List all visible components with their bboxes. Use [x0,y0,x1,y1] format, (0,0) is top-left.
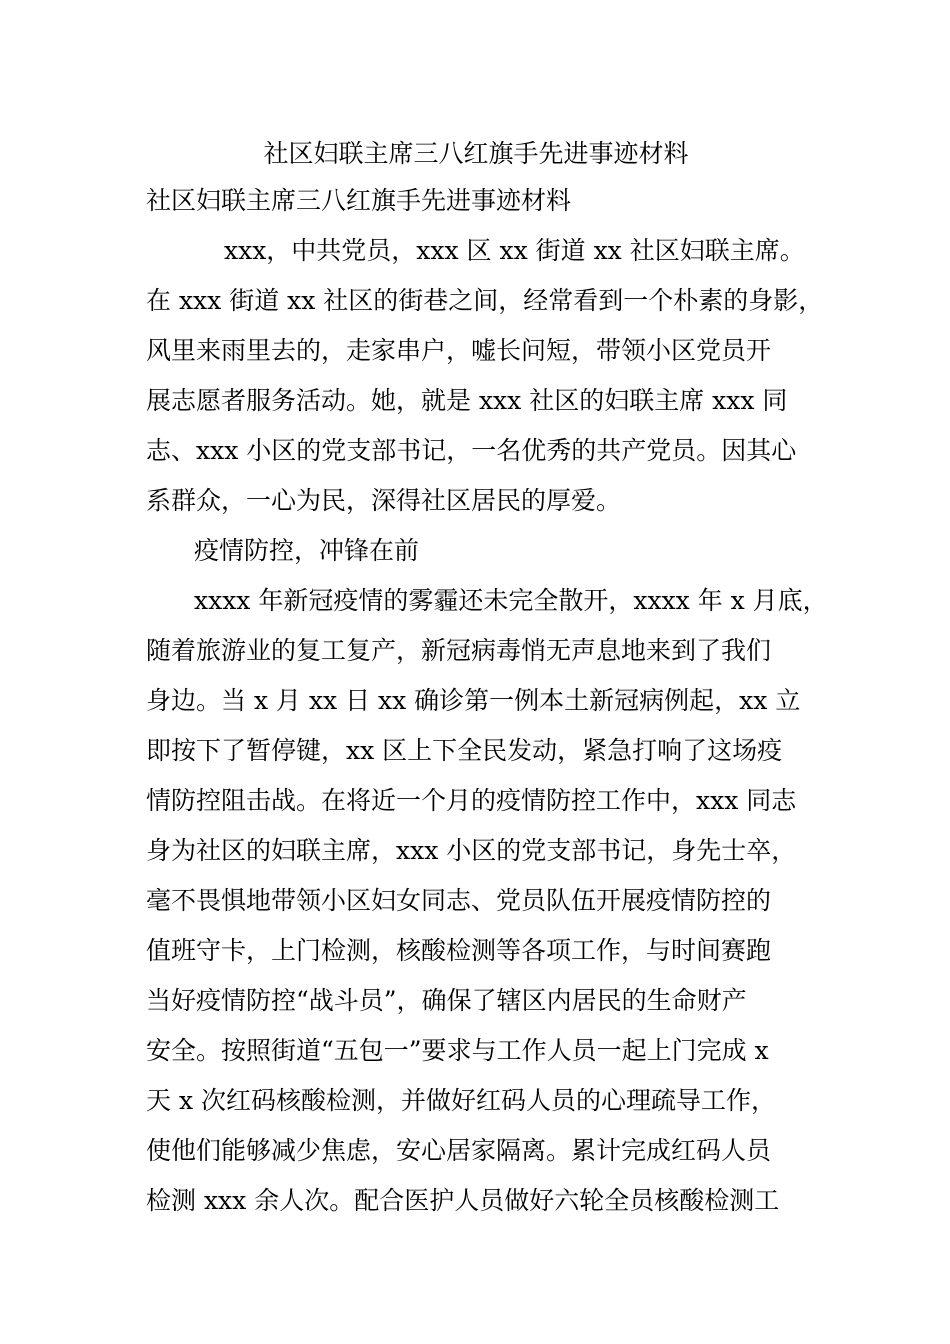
paragraph-line: 身为社区的妇联主席，xxx 小区的党支部书记，身先士卒， [146,836,797,865]
paragraph-line: 在 xxx 街道 xx 社区的街巷之间，经常看到一个朴素的身影， [146,286,824,315]
paragraph-line: 随着旅游业的复工复产，新冠病毒悄无声息地来到了我们 [146,636,772,665]
paragraph-line: 风里来雨里去的，走家串户，嘘长问短，带领小区党员开 [146,336,772,365]
paragraph-line: 毫不畏惧地带领小区妇女同志、党员队伍开展疫情防控的 [146,886,772,915]
paragraph-line: 天 x 次红码核酸检测，并做好红码人员的心理疏导工作， [146,1086,776,1115]
paragraph-line: 当好疫情防控“战斗员”，确保了辖区内居民的生命财产 [146,986,747,1015]
document-title: 社区妇联主席三八红旗手先进事迹材料 [263,139,689,168]
paragraph-line: xxx，中共党员，xxx 区 xx 街道 xx 社区妇联主席。 [224,236,805,265]
paragraph-line: 即按下了暂停键，xx 区上下全民发动，紧急打响了这场疫 [146,736,783,765]
paragraph-line: 身边。当 x 月 xx 日 xx 确诊第一例本土新冠病例起，xx 立 [146,686,801,715]
section-heading: 疫情防控，冲锋在前 [194,536,420,565]
paragraph-line: 检测 xxx 余人次。配合医护人员做好六轮全员核酸检测工 [146,1186,780,1215]
paragraph-line: 值班守卡，上门检测，核酸检测等各项工作，与时间赛跑 [146,936,772,965]
paragraph-line: 使他们能够减少焦虑，安心居家隔离。累计完成红码人员 [146,1136,772,1165]
paragraph-line: 系群众，一心为民，深得社区居民的厚爱。 [146,486,622,515]
document-subtitle: 社区妇联主席三八红旗手先进事迹材料 [146,186,572,215]
paragraph-line: 情防控阻击战。在将近一个月的疫情防控工作中，xxx 同志 [146,786,797,815]
paragraph-line: 安全。按照街道“五包一”要求与工作人员一起上门完成 x [146,1036,769,1065]
paragraph-line: xxxx 年新冠疫情的雾霾还未完全散开，xxxx 年 x 月底， [194,586,828,615]
paragraph-line: 展志愿者服务活动。她，就是 xxx 社区的妇联主席 xxx 同 [146,386,788,415]
paragraph-line: 志、xxx 小区的党支部书记，一名优秀的共产党员。因其心 [146,436,797,465]
